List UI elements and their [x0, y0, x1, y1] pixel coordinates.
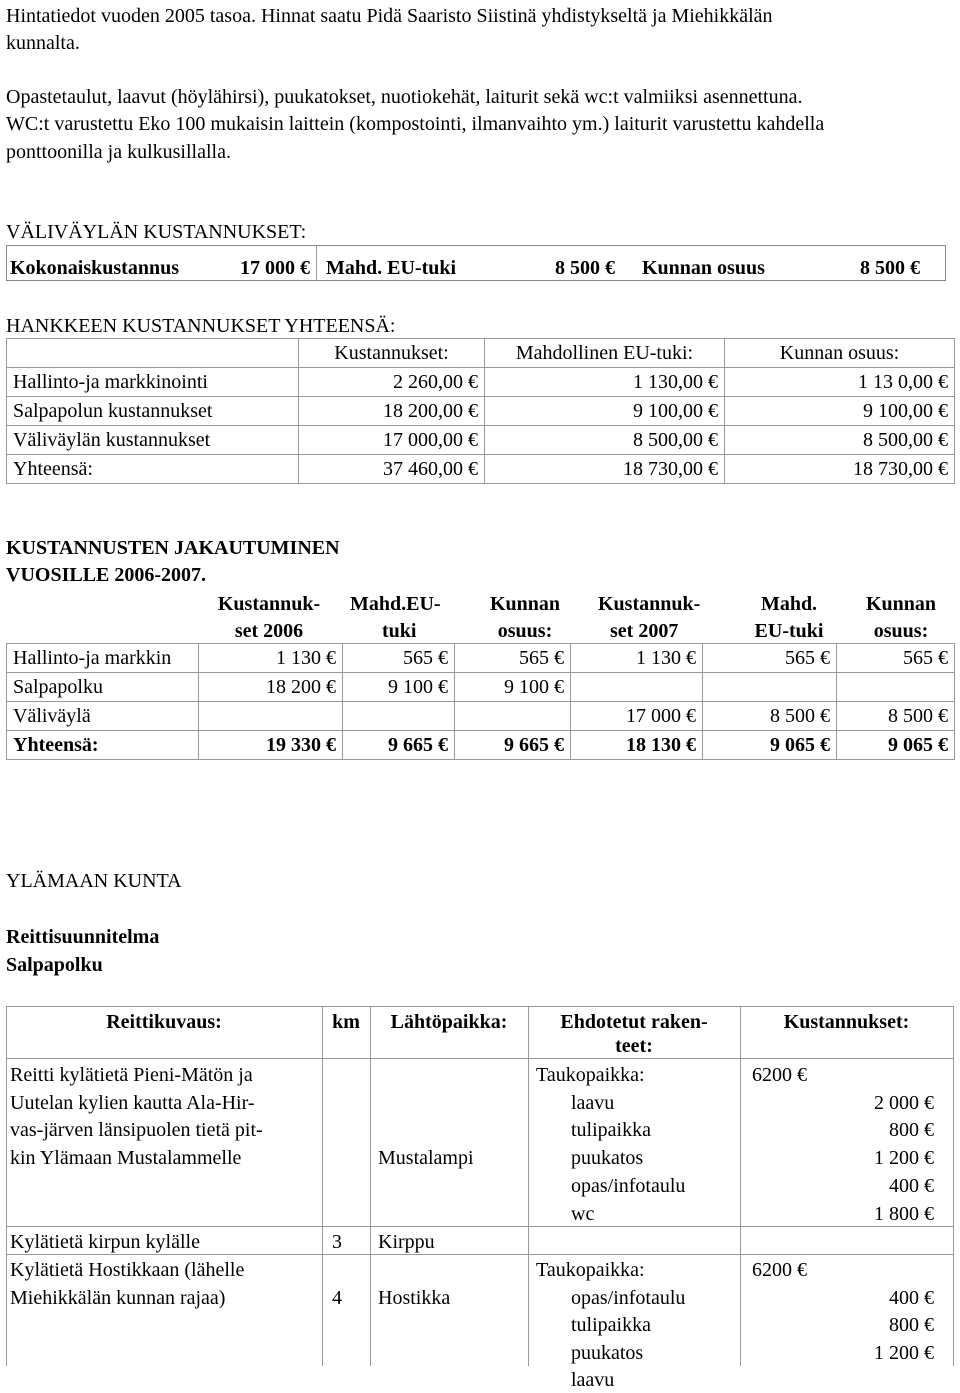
cost-item: 1 800 €: [874, 1203, 934, 1225]
hanke-heading: HANKKEEN KUSTANNUKSET YHTEENSÄ:: [6, 315, 396, 337]
col-header: Reittikuvaus:: [106, 1011, 222, 1033]
col-header: Mahd.: [760, 593, 818, 615]
cost-item: 1 200 €: [874, 1147, 934, 1169]
col-header: Kunnan: [489, 593, 561, 615]
route-desc: Kylätietä kirpun kylälle: [10, 1231, 200, 1253]
structure-item: wc: [571, 1203, 595, 1225]
col-header: Ehdotetut raken-: [560, 1011, 708, 1033]
route-desc: kin Ylämaan Mustalammelle: [10, 1147, 242, 1169]
jako-heading: VUOSILLE 2006-2007.: [6, 564, 207, 586]
valivayla-kunta-value: 8 500 €: [860, 257, 920, 279]
intro-line: kunnalta.: [6, 32, 80, 54]
ylamaa-title: YLÄMAAN KUNTA: [6, 870, 182, 892]
structure-item: laavu: [571, 1369, 615, 1391]
route-desc: Reitti kylätietä Pieni-Mätön ja: [10, 1064, 253, 1086]
col-header: Kustannuk-: [217, 593, 321, 615]
table-row: Salpapolku 18 200 € 9 100 € 9 100 €: [7, 673, 955, 702]
ylamaa-subtitle: Reittisuunnitelma: [6, 926, 160, 948]
structure-item: tulipaikka: [571, 1119, 651, 1141]
route-km: 3: [332, 1231, 342, 1253]
route-place: Mustalampi: [378, 1147, 474, 1169]
structure-item: Taukopaikka:: [536, 1064, 645, 1086]
col-header: EU-tuki: [754, 620, 824, 642]
row-label: Salpapolun kustannukset: [7, 397, 299, 426]
col-header: set 2006: [234, 620, 304, 642]
row-label: Yhteensä:: [7, 731, 199, 760]
route-desc: Uutelan kylien kautta Ala-Hir-: [10, 1092, 255, 1114]
route-km: 4: [332, 1287, 342, 1309]
route-desc: vas-järven länsipuolen tietä pit-: [10, 1119, 263, 1141]
col-header: teet:: [615, 1035, 653, 1057]
col-header: set 2007: [610, 620, 679, 642]
col-header: tuki: [382, 620, 417, 642]
cost-item: 400 €: [889, 1175, 934, 1197]
table-row: [7, 339, 955, 368]
valivayla-kunta-label: Kunnan osuus: [642, 257, 765, 279]
row-label: Hallinto-ja markkin: [7, 644, 199, 673]
structure-item: tulipaikka: [571, 1314, 651, 1336]
valivayla-eu-value: 8 500 €: [555, 257, 615, 279]
valivayla-eu-label: Mahd. EU-tuki: [326, 257, 457, 279]
structure-item: laavu: [571, 1092, 615, 1114]
row-label: Väliväylä: [7, 702, 199, 731]
route-desc: Miehikkälän kunnan rajaa): [10, 1287, 226, 1309]
table-row: Salpapolun kustannukset 18 200,00 € 9 100,00 € 9 100,00 €: [7, 397, 955, 426]
col-header: Lähtöpaikka:: [390, 1011, 508, 1033]
col-header: Kustannukset:: [299, 339, 485, 368]
route-place: Hostikka: [378, 1287, 451, 1309]
structure-item: puukatos: [571, 1147, 644, 1169]
row-label: Väliväylän kustannukset: [7, 426, 299, 455]
route-total-cost: 6200 €: [752, 1064, 807, 1086]
col-header: Mahdollinen EU-tuki:: [485, 339, 725, 368]
row-label: Salpapolku: [7, 673, 199, 702]
cost-item: 800 €: [889, 1119, 934, 1141]
valivayla-total-label: Kokonaiskustannus: [10, 257, 179, 279]
table-row: Hallinto-ja markkinointi 2 260,00 € 1 130,00 € 1 13 0,00 €: [7, 368, 955, 397]
row-label: Yhteensä:: [7, 455, 299, 484]
col-header: Kustannuk-: [598, 593, 701, 615]
table-row: Väliväylän kustannukset 17 000,00 € 8 500,00 € 8 500,00 €: [7, 426, 955, 455]
col-header: Kunnan osuus:: [725, 339, 955, 368]
col-header: Mahd.EU-: [350, 593, 441, 615]
cost-item: 2 000 €: [874, 1092, 934, 1114]
col-header: km: [332, 1011, 360, 1033]
structure-item: opas/infotaulu: [571, 1287, 686, 1309]
table-row: Yhteensä: 19 330 € 9 665 € 9 665 € 18 130 € 9 065 € 9 065 €: [7, 731, 955, 760]
hanke-table: [6, 338, 955, 484]
col-header: osuus:: [497, 620, 553, 642]
table-row: Yhteensä: 37 460,00 € 18 730,00 € 18 730,00 €: [7, 455, 955, 484]
structure-item: puukatos: [571, 1342, 644, 1364]
col-header: osuus:: [873, 620, 929, 642]
intro-line: ponttoonilla ja kulkusillalla.: [6, 141, 231, 163]
structure-item: opas/infotaulu: [571, 1175, 686, 1197]
valivayla-total-value: 17 000 €: [240, 257, 310, 279]
valivayla-heading: VÄLIVÄYLÄN KUSTANNUKSET:: [6, 221, 307, 243]
table-row: Väliväylä 17 000 € 8 500 € 8 500 €: [7, 702, 955, 731]
cost-item: 1 200 €: [874, 1342, 934, 1364]
intro-line: Hintatiedot vuoden 2005 tasoa. Hinnat saatu Pidä Saaristo Siistinä yhdistykseltä ja Miehikkälän: [6, 5, 773, 27]
intro-line: WC:t varustettu Eko 100 mukaisin laittein (kompostointi, ilmanvaihto ym.) laiturit varustettu kahdella: [6, 113, 825, 135]
route-desc: Kylätietä Hostikkaan (lähelle: [10, 1259, 245, 1281]
table-row: Hallinto-ja markkin 1 130 € 565 € 565 € 1 130 € 565 € 565 €: [7, 644, 955, 673]
jako-heading: KUSTANNUSTEN JAKAUTUMINEN: [6, 537, 340, 559]
row-label: Hallinto-ja markkinointi: [7, 368, 299, 397]
ylamaa-subtitle: Salpapolku: [6, 954, 103, 976]
cost-item: 800 €: [889, 1314, 934, 1336]
jako-table: [6, 643, 955, 760]
col-header: Kustannukset:: [783, 1011, 910, 1033]
col-header: Kunnan: [865, 593, 937, 615]
route-total-cost: 6200 €: [752, 1259, 807, 1281]
intro-line: Opastetaulut, laavut (höylähirsi), puukatokset, nuotiokehät, laiturit sekä wc:t valmiiksi asennettuna.: [6, 86, 803, 108]
cost-item: 400 €: [889, 1287, 934, 1309]
structure-item: Taukopaikka:: [536, 1259, 645, 1281]
route-place: Kirppu: [378, 1231, 435, 1253]
